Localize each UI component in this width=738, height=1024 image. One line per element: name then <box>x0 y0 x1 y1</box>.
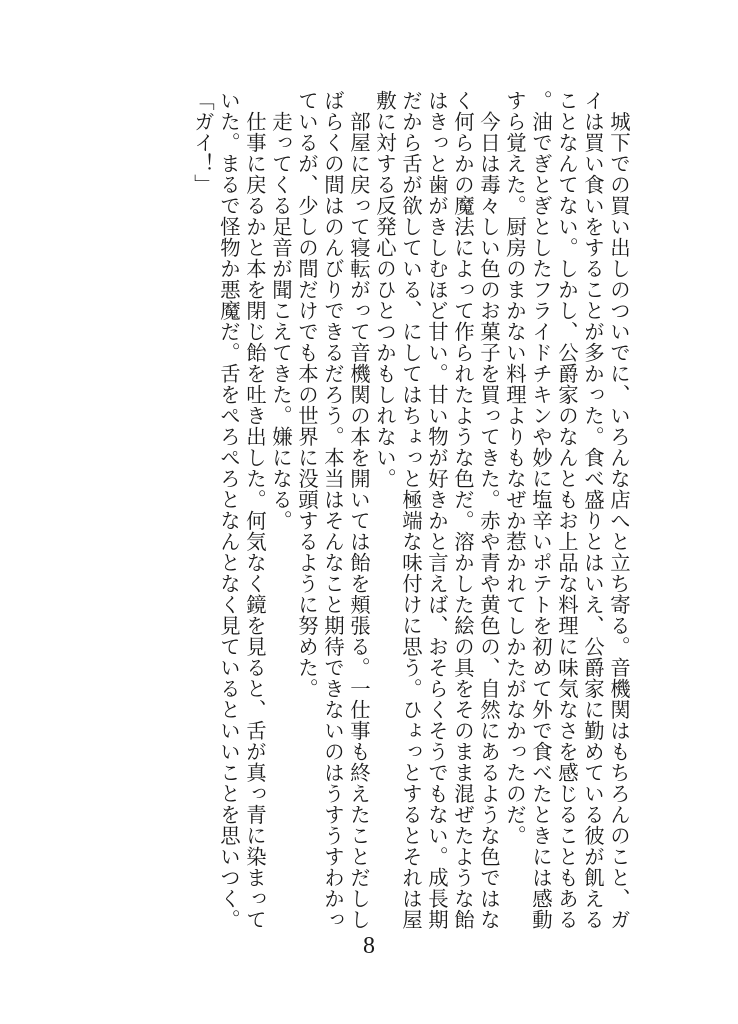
paragraph: 部屋に戻って寝転がって音機関の本を開いては飴を頬張る。一仕事も終えたことだししばらくの間はのんびりできるだろう。本当はそんなこと期待できないのはうすうすわかっているが、少しの間だけでも本の世界に没頭するように努めた。 <box>295 90 371 930</box>
body-text <box>112 90 632 930</box>
paragraph: 城下での買い出しのついでに、いろんな店へと立ち寄る。音機関はもちろんのこと、ガイは買い食いをすることが多かった。食べ盛りとはいえ、公爵家に勤めている彼が飢えることなんてない。しかし、公爵家のなんともお上品な料理に味気なさを感じることもある。油でぎとぎとしたフライドチキンや妙に塩辛いポテトを初めて外で食べたときには感動すら覚えた。厨房のまかない料理よりもなぜか惹かれてしかたがなかったのだ。 <box>503 90 631 930</box>
paragraph: 走ってくる足音が聞こえてきた。嫌になる。 <box>269 90 293 531</box>
page-number: 8 <box>363 933 375 959</box>
dialogue-line: 「ガイ！」 <box>191 90 215 195</box>
paragraph: 仕事に戻るかと本を閉じ飴を吐き出した。何気なく鏡を見ると、舌が真っ青に染まっていた。まるで怪物か悪魔だ。舌をぺろぺろとなんとなく見ているといいことを思いつく。 <box>217 90 267 930</box>
paragraph: 今日は毒々しい色のお菓子を買ってきた。赤や青や黄色の、自然にあるような色ではなく何らかの魔法によって作られたような色だ。溶かした絵の具をそのまま混ぜたような飴はきっと歯がきしむほど甘い。甘い物が好きかと言えば、おそらくそうでもない。成長期だから舌が欲している、にしてはちょっと極端な味付けに思う。ひょっとするとそれは屋敷に対する反発心のひとつかもしれない。 <box>373 90 501 930</box>
